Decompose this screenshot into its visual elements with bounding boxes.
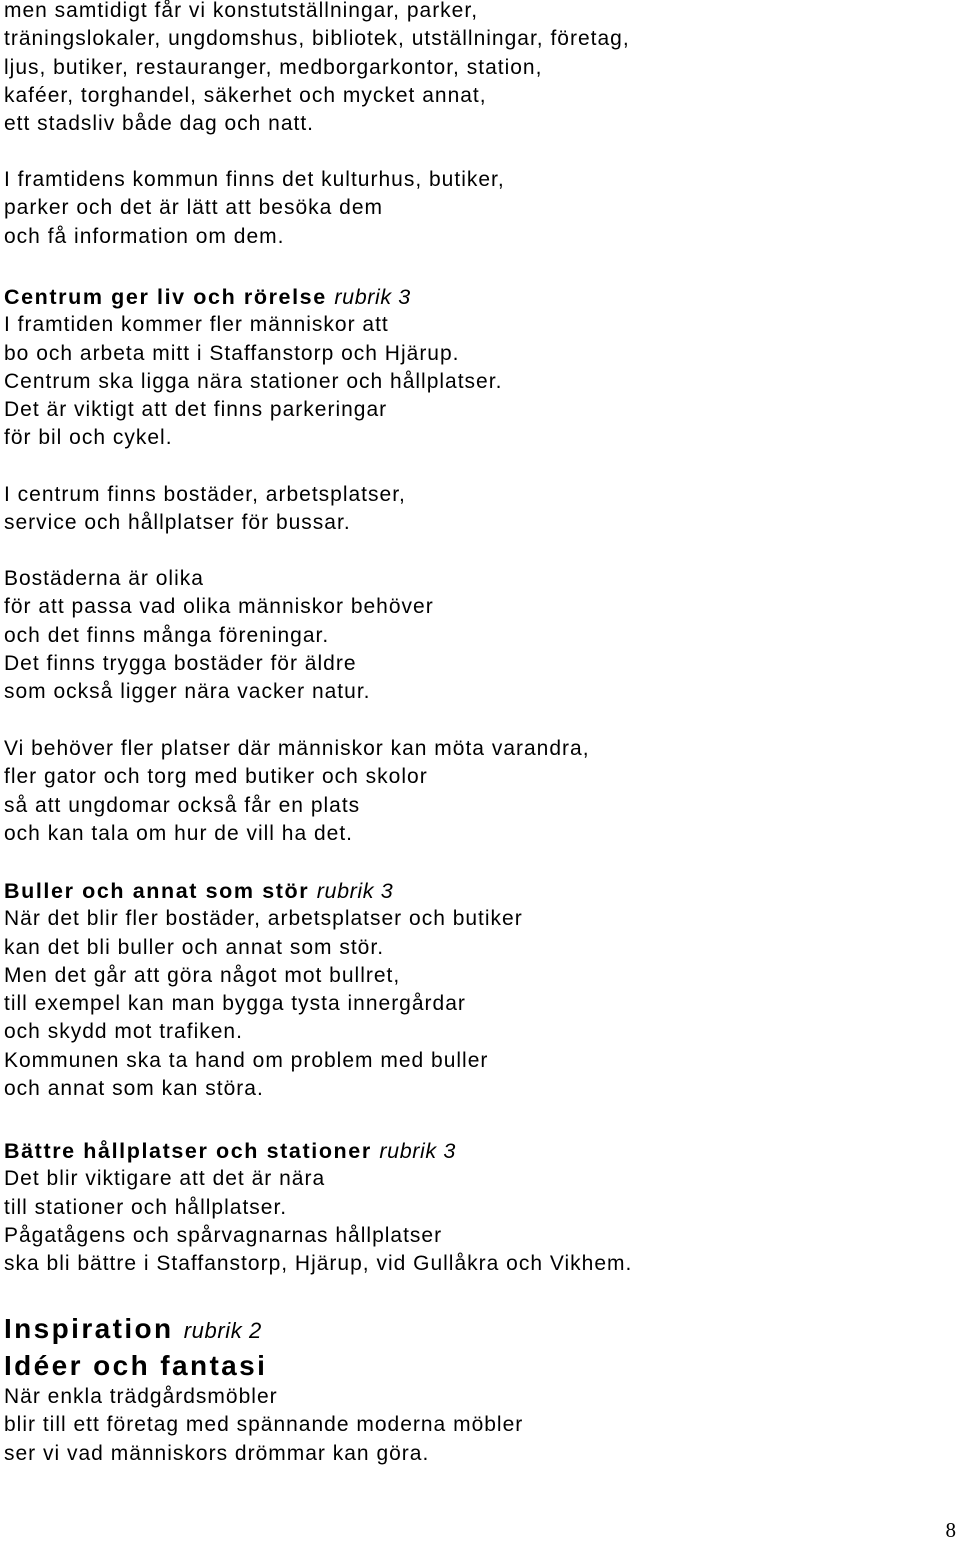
text-line: kaféer, torghandel, säkerhet och mycket annat, [4,83,487,107]
text-line: ett stadsliv både dag och natt. [4,112,315,136]
text-line: kan det bli buller och annat som stör. [4,935,385,959]
heading-text: Bättre hållplatser och stationer [4,1139,372,1163]
noise-section [4,877,523,1103]
text-line: till exempel kan man bygga tysta innergårdar [4,992,466,1016]
text-line: ser vi vad människors drömmar kan göra. [4,1441,430,1465]
chapter-subheading: Idéer och fantasi [4,1350,268,1381]
heading-level-tag: rubrik 3 [379,1139,456,1163]
text-line: och det finns många föreningar. [4,623,330,647]
text-line: Centrum ska ligga nära stationer och hållplatser. [4,369,503,393]
section-heading [4,283,502,311]
meeting-paragraph [4,735,590,848]
text-line: service och hållplatser för bussar. [4,511,351,535]
text-line: Men det går att göra något mot bullret, [4,963,401,987]
heading-level-tag: rubrik 3 [316,879,394,903]
page-number: 8 [945,1518,956,1542]
text-line: Det blir viktigare att det är nära [4,1167,326,1191]
text-line: parker och det är lätt att besöka dem [4,196,384,220]
text-line: för att passa vad olika människor behöver [4,595,434,619]
text-line: I centrum finns bostäder, arbetsplatser, [4,483,406,506]
text-line: och få information om dem. [4,224,285,248]
text-line: Det är viktigt att det finns parkeringar [4,398,388,422]
intro-paragraph [4,0,630,138]
stations-section [4,1137,632,1278]
text-line: Vi behöver fler platser där människor kan möta varandra, [4,737,590,760]
text-line: men samtidigt får vi konstutställningar, parker, [4,0,479,22]
text-line: ska bli bättre i Staffanstorp, Hjärup, vid Gullåkra och Vikhem. [4,1252,633,1276]
text-line: Bostäderna är olika [4,567,204,590]
text-line: som också ligger nära vacker natur. [4,680,371,704]
inspiration-section [4,1311,523,1468]
text-line: I framtiden kommer fler människor att [4,313,389,337]
text-line: och kan tala om hur de vill ha det. [4,821,354,845]
text-line: Kommunen ska ta hand om problem med buller [4,1048,489,1072]
text-line: Det finns trygga bostäder för äldre [4,651,357,675]
text-line: ljus, butiker, restauranger, medborgarkontor, station, [4,55,543,79]
heading-level-tag: rubrik 2 [183,1318,262,1343]
text-line: När det blir fler bostäder, arbetsplatser och butiker [4,907,523,931]
text-line: träningslokaler, ungdomshus, bibliotek, utställningar, företag, [4,27,630,51]
text-line: Pågatågens och spårvagnarnas hållplatser [4,1223,443,1247]
chapter-heading [4,1311,523,1348]
text-line: I framtidens kommun finns det kulturhus, butiker, [4,168,505,191]
text-line: När enkla trädgårdsmöbler [4,1385,278,1408]
text-line: så att ungdomar också får en plats [4,793,361,817]
heading-text: Buller och annat som stör [4,879,310,903]
section-heading [4,1137,632,1165]
centrum-services-paragraph [4,481,406,538]
heading-level-tag: rubrik 3 [334,285,411,309]
text-line: bo och arbeta mitt i Staffanstorp och Hjärup. [4,341,460,365]
centrum-section [4,283,502,453]
future-paragraph [4,166,505,251]
heading-text: Inspiration [4,1313,174,1344]
text-line: och skydd mot trafiken. [4,1020,243,1044]
heading-text: Centrum ger liv och rörelse [4,285,327,309]
housing-paragraph [4,565,434,706]
text-line: till stationer och hållplatser. [4,1195,288,1219]
text-line: blir till ett företag med spännande moderna möbler [4,1413,524,1437]
text-line: för bil och cykel. [4,426,173,450]
section-heading [4,877,523,905]
text-line: och annat som kan störa. [4,1077,264,1101]
text-line: fler gator och torg med butiker och skolor [4,765,428,789]
